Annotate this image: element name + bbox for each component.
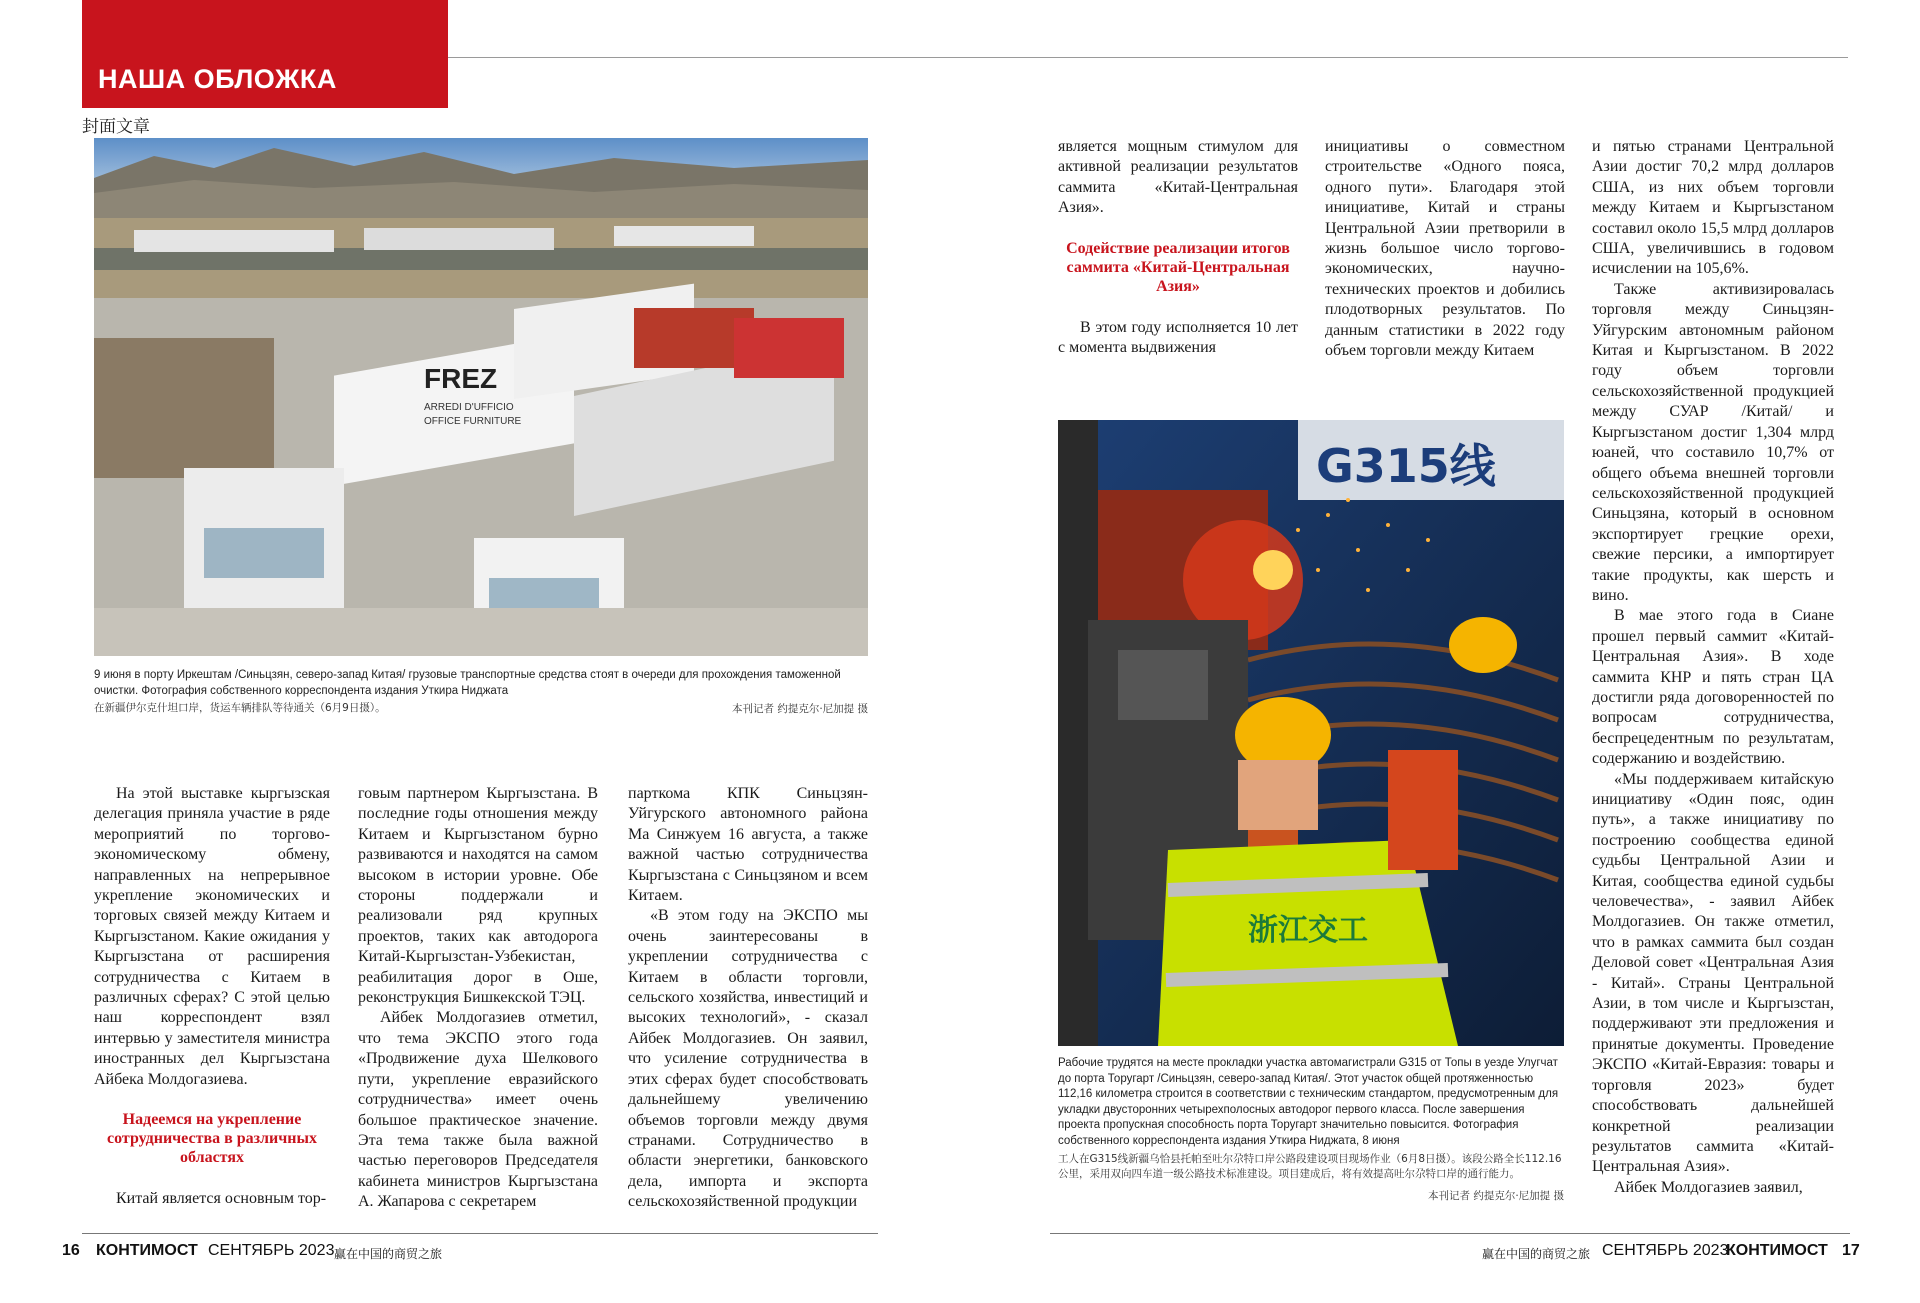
right-colC-paragraph-1: и пятью странами Центральной Азии достиг 70,2 млрд долларов США, из них объем торговли между Китаем и Кыргызстаном составил около 15,5 млрд долларов США, увеличившись в годовом исчислении на 105,6%. [1592, 138, 1834, 278]
issue-date-right: СЕНТЯБРЬ 2023 [1602, 1242, 1729, 1259]
photo2-caption-zh: 工人在G315线新疆乌恰县托帕至吐尔尕特口岸公路段建设项目现场作业（6月8日摄）。该段公路全长112.16公里，采用双向四车道一级公路技术标准建设。项目建成后，将有效提高吐尔尕特口岸的通行能力。 [1058, 1153, 1562, 1180]
left-column-3 [628, 784, 868, 1213]
vest-text: 浙江交工 [1248, 913, 1368, 948]
left-col1-subhead: Надеемся на укрепление сотрудничества в различных областях [107, 1111, 317, 1167]
left-column-1 [94, 784, 330, 1210]
section-title: НАША ОБЛОЖКА [98, 64, 337, 94]
right-colA-subhead: Содействие реализации итогов саммита «Китай-Центральная Азия» [1066, 239, 1290, 295]
right-colB-paragraph-1: инициативы о совместном строительстве «Одного пояса, одного пути». Благодаря этой инициативе, Китай и страны Центральной Азии претворили в жизнь большое число торгово-экономических, научно-технических проектов и добились плодотворных результатов. По данным статистики в 2022 году объем торговли между Китаем [1325, 138, 1565, 360]
g315-sign-text: G315线 [1316, 439, 1496, 493]
left-column-2 [358, 784, 598, 1213]
photo2-caption-ru: Рабочие трудятся на месте прокладки участка автомагистрали G315 от Топы в уезде Улугчат до порта Торугарт /Синьцзян, северо-запад Китая/. Этот участок общей протяженностью 112,16 километра строится в соответствии с техническим стандартом, предусмотренным для укладки двусторонних четырехполосных автодорог первого класса. После завершения проекта пропускная способность порта Торугарт значительно повысится. Фотография собственного корреспондента издания Уткира Ниджата, 8 июня [1058, 1057, 1559, 1147]
right-column-c [1592, 137, 1834, 1198]
header-rule [448, 57, 1848, 58]
footer-rule-right [1050, 1233, 1850, 1234]
magazine-name-left: КОНТИМОСТ [96, 1242, 198, 1259]
right-colC-paragraph-2: Также активизировалась торговля между Синьцзян-Уйгурским автономным районом Китая и Кыргызстаном. В 2022 году объем торговли сельскохозяйственной продукцией между СУАР /Китай/ и Кыргызстаном достиг 1,304 млрд юаней, что составило 10,7% от общего объема внешней торговли сельскохозяйственной продукцией Синьцзяна, который в основном экспортирует грецкие орехи, свежие персики, а импортирует такие продукты, как шерсть и вино. [1592, 280, 1834, 604]
left-col1-paragraph-2: Китай является основным тор- [116, 1190, 327, 1208]
photo1-caption-zh: 在新疆伊尔克什坦口岸，货运车辆排队等待通关（6月9日摄）。 [94, 702, 386, 714]
section-subtitle-zh: 封面文章 [82, 117, 150, 137]
slogan-zh-right: 赢在中国的商贸之旅 [1482, 1247, 1591, 1261]
truck-label-frez: FREZ [424, 363, 498, 394]
right-colC-paragraph-3: В мае этого года в Сиане прошел первый саммит «Китай-Центральная Азия». В ходе саммита КНР и пять стран ЦА достигли ряда договоренностей по вопросам сотрудничества, беспрецедентным по результатам, содержанию и воздействию. [1592, 607, 1834, 768]
right-column-b [1325, 137, 1565, 361]
trucks-photo [94, 138, 868, 656]
truck-label-office: OFFICE FURNITURE [424, 416, 522, 427]
magazine-name-right: КОНТИМОСТ [1726, 1242, 1828, 1259]
page-number-right: 17 [1842, 1242, 1860, 1259]
left-col2-paragraph-2: Айбек Молдогазиев отметил, что тема ЭКСПО этого года «Продвижение духа Шелкового пути, укрепление евразийского сотрудничества» имеет очень большое практическое значение. Эта тема также была важной частью переговоров Председателя кабинета министров Кыргызстана А. Жапарова с секретарем [358, 1009, 598, 1211]
right-colA-paragraph-1: является мощным стимулом для активной реализации результатов саммита «Китай-Центральная Азия». [1058, 138, 1298, 217]
page-number-left: 16 [62, 1242, 80, 1259]
slogan-zh-left: 赢在中国的商贸之旅 [334, 1247, 443, 1261]
right-colA-paragraph-2: В этом году исполняется 10 лет с момента выдвижения [1058, 318, 1298, 357]
truck-label-arredi: ARREDI D'UFFICIO [424, 402, 514, 413]
construction-worker-photo [1058, 420, 1564, 1046]
photo1-credit-zh: 本刊记者 约提克尔·尼加提 摄 [731, 703, 868, 715]
photo1-caption-ru: 9 июня в порту Иркештам /Синьцзян, северо-запад Китая/ грузовые транспортные средства стоят в очереди для прохождения таможенной очистки. Фотография собственного корреспондента издания Уткира Ниджата [94, 669, 841, 697]
left-col1-paragraph-1: На этой выставке кыргызская делегация приняла участие в ряде мероприятий по торгово-экономическому обмену, направленных на непрерывное укрепление экономических и торговых связей между Китаем и Кыргызстаном. Какие ожидания у Кыргызстана от расширения сотрудничества с Китаем в различных сферах? С этой целью наш корреспондент взял интервью у заместителя министра иностранных дел Кыргызстана Айбека Молдогазиева. [94, 785, 330, 1088]
right-colC-paragraph-5: Айбек Молдогазиев заявил, [1614, 1178, 1803, 1196]
right-column-a [1058, 137, 1298, 358]
issue-date-left: СЕНТЯБРЬ 2023 [208, 1242, 335, 1259]
footer-rule-left [82, 1233, 878, 1234]
right-colC-paragraph-4: «Мы поддерживаем китайскую инициативу «Один пояс, один путь», а также инициативу по построению сообщества единой судьбы Центральной Азии и Китая, сообщества единой судьбы человечества», - заявил Айбек Молдогазиев. Он также отметил, что в рамках саммита был создан Деловой совет «Центральная Азия - Китай». Страны Центральной Азии, в том числе и Кыргызстан, поддерживают эти предложения и принятые документы. Проведение ЭКСПО «Китай-Евразия: товары и торговля 2023» будет способствовать дальнейшей конкретной реализации результатов саммита «Китай-Центральная Азия». [1592, 770, 1834, 1176]
left-col3-paragraph-1: парткома КПК Синьцзян-Уйгурского автономного района Ма Синжуем 16 августа, а также важной частью сотрудничества Кыргызстана с Синьцзяном и всем Китаем. [628, 785, 868, 905]
left-col3-paragraph-2: «В этом году на ЭКСПО мы очень заинтересованы в укреплении сотрудничества с Китаем в области торговли, сельского хозяйства, инвестиций и высоких технологий», - сказал Айбек Молдогазиев. Он заявил, что усиление сотрудничества в этих сферах будет способствовать дальнейшему увеличению объемов торговли между двумя странами. Сотрудничество в области энергетики, банковского дела, импорта и экспорта сельскохозяйственной продукции [628, 907, 868, 1211]
left-col2-paragraph-1: говым партнером Кыргызстана. В последние годы отношения между Китаем и Кыргызстаном бурно развиваются и находятся на самом высоком в истории уровне. Обе стороны поддержали и реализовали ряд крупных проектов, таких как автодорога Китай-Кыргызстан-Узбекистан, реабилитация дорог в Оше, реконструкция Бишкекской ТЭЦ. [358, 785, 598, 1007]
photo2-credit-zh: 本刊记者 约提克尔·尼加提 摄 [1427, 1190, 1564, 1202]
